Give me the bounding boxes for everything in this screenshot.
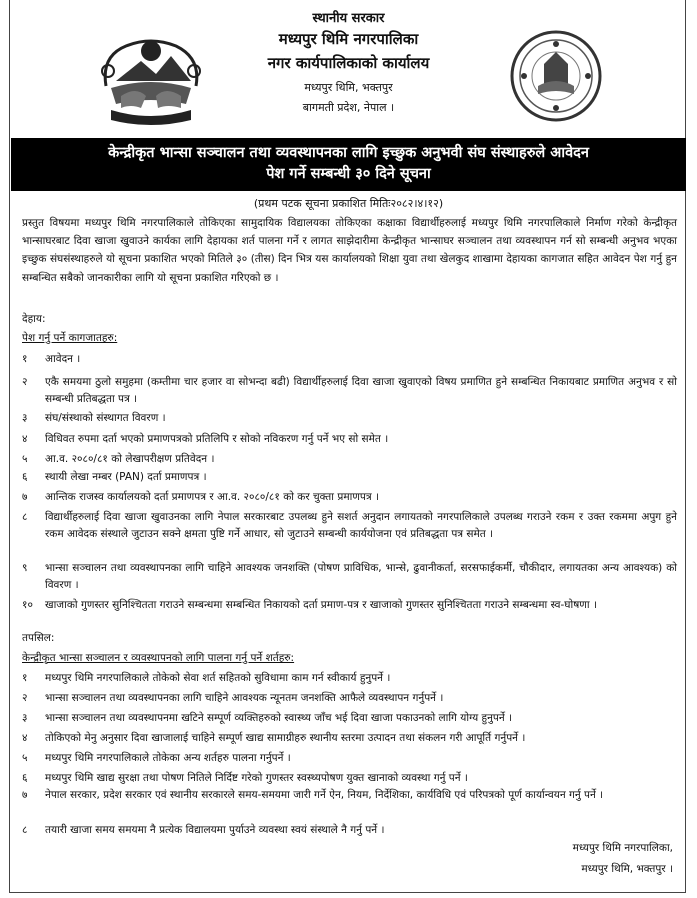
document-item-text: भान्सा सञ्चालन तथा व्यवस्थापनका लागि चाहिने आवश्यक जनशक्ति (पोषण प्राविधिक, भान्से, ढुवानीकर्ता, सरसफाईकर्मी, चौकीदार, लगायतका अन्य आवश्यक) को विवरण । <box>45 562 677 591</box>
municipality-seal-icon <box>508 28 604 124</box>
document-item-number: ४ <box>22 433 28 445</box>
document-item-text: खाजाको गुणस्तर सुनिश्चितता गराउने सम्बन्धमा सम्बन्धित निकायको दर्ता प्रमाण-पत्र र खाजाको गुणस्तर सुनिश्चितता गराउने सम्बन्धमा स्व-घोषणा । <box>45 599 597 611</box>
document-item-number: २ <box>22 376 28 388</box>
condition-item-text: भान्सा सञ्चालन तथा व्यवस्थापनमा खटिने सम्पूर्ण व्यक्तिहरुको स्वास्थ्य जाँच भई दिवा खाजा पकाउनको लागि योग्य हुनुपर्ने । <box>45 712 513 724</box>
condition-item-text: मध्यपुर थिमि नगरपालिकाले तोकेको सेवा शर्त सहितको सुविधामा काम गर्न स्वीकार्य हुनुपर्ने । <box>45 672 391 684</box>
condition-item-text: मध्यपुर थिमि खाद्य सुरक्षा तथा पोषण नितिले निर्दिष्ट गरेको गुणस्तर स्वस्थ्यपोषण युक्त खानाको व्यवस्था गर्नु पर्ने । <box>45 772 468 784</box>
condition-item-number: १ <box>22 672 28 684</box>
address-line: मध्यपुर थिमि, भक्तपुर <box>304 81 393 94</box>
document-item-number: ९ <box>22 562 28 574</box>
header-line-1: स्थानीय सरकार <box>312 11 385 26</box>
document-item-text: आवेदन । <box>45 353 81 365</box>
province-line: बागमती प्रदेश, नेपाल । <box>302 101 395 114</box>
document-item-text: विधिवत रुपमा दर्ता भएको प्रमाणपत्रको प्रतिलिपि र सोको नविकरण गर्नु पर्ने भए सो समेत । <box>45 433 389 445</box>
document-item-number: ६ <box>22 471 28 483</box>
condition-item-text: भान्सा सञ्चालन तथा व्यवस्थापनका लागि चाहिने आवश्यक न्यूनतम जनशक्ति आफैले व्यवस्थापन गर्नुपर्ने । <box>45 692 444 704</box>
section-2-sublabel: केन्द्रीकृत भान्सा सञ्चालन र व्यवस्थापनको लागि पालना गर्नु पर्ने शर्तहरु: <box>22 652 295 664</box>
condition-item-number: ४ <box>22 732 28 744</box>
condition-item-text: तयारी खाजा समय समयमा नै प्रत्येक विद्यालयमा पुर्याउने व्यवस्था स्वयं संस्थाले नै गर्नु पर्ने । <box>45 824 385 836</box>
document-item-number: ७ <box>22 491 28 503</box>
office-name: नगर कार्यपालिकाको कार्यालय <box>267 54 430 72</box>
condition-item-number: ८ <box>22 824 28 836</box>
document-item-text: एकै समयमा ठुलो समुहमा (कम्तीमा चार हजार वा सोभन्दा बढी) विद्यार्थीहरुलाई दिवा खाजा खुवाएको विषय प्रमाणित हुने सम्बन्धित निकायबाट प्रमाणित अनुभव र सो सम्बन्धी प्रतिबद्धता पत्र । <box>45 376 677 405</box>
intro-paragraph: प्रस्तुत विषयमा मध्यपुर थिमि नगरपालिकाले तोकिएका सामुदायिक विद्यालयका तोकिएका कक्षाका विद्यार्थीहरुलाई मध्यपुर थिमि नगरपालिकाले निर्माण गरेको केन्द्रीकृत भान्साघरबाट दिवा खाजा खुवाउने कार्यका लागि देहायका शर्त पालना गर्ने र लागत साझेदारीमा केन्द्रीकृत भान्साघर सञ्चालन तथा व्यवस्थापन गर्न सो सम्बन्धी अनुभव भएका इच्छुक संघसंस्थाहरुले यो सूचना प्रकाशित भएको मितिले ३० (तीस) दिन भित्र यस कार्यालयको शिक्षा युवा तथा खेलकुद शाखामा देहायका कागजात सहित आवेदन पेश गर्नु हुन सम्बन्धित सबैको जानकारीका लागि यो सूचना प्रकाशित गरिएको छ । <box>22 217 677 284</box>
signature-line-1: मध्यपुर थिमि नगरपालिका, <box>572 842 673 854</box>
section-1-sublabel: पेश गर्नु पर्ने कागजातहरु: <box>22 332 118 344</box>
document-item-text: संघ/संस्थाको संस्थागत विवरण । <box>45 412 166 424</box>
letterhead <box>0 0 697 140</box>
document-item-text: स्थायी लेखा नम्बर (PAN) दर्ता प्रमाणपत्र । <box>45 471 207 483</box>
condition-item-text: तोकिएको मेनु अनुसार दिवा खाजालाई चाहिने सम्पूर्ण खाद्य सामाग्रीहरु स्थानीय स्तरमा उत्पादन तथा संकलन गरी आपूर्ति गर्नुपर्ने । <box>45 732 526 744</box>
document-item-text: आ.व. २०८०/८१ को लेखापरीक्षण प्रतिवेदन । <box>45 453 215 465</box>
notice-title-line-1: केन्द्रीकृत भान्सा सञ्चालन तथा व्यवस्थापनका लागि इच्छुक अनुभवी संघ संस्थाहरुले आवेदन <box>108 145 589 161</box>
document-item-text: विद्यार्थीहरुलाई दिवा खाजा खुवाउनका लागि नेपाल सरकारबाट उपलब्ध हुने सशर्त अनुदान लगायतको नगरपालिकाले उपलब्ध गराउने रकम र उक्त रकममा अपुग हुने रकम आवेदक संस्थाले जुटाउन सक्ने क्षमता पुष्टि गर्ने आधार, सो जुटाउने सम्बन्धी कार्ययोजना एवं प्रतिबद्धता पत्र समेत । <box>45 511 677 540</box>
condition-item-number: ७ <box>22 789 28 801</box>
document-item-number: ८ <box>22 511 28 523</box>
notice-title-line-2: पेश गर्ने सम्बन्धी ३० दिने सूचना <box>266 166 431 182</box>
section-1-label: देहाय: <box>22 313 46 325</box>
section-2-label: तपसिल: <box>22 632 55 644</box>
condition-item-number: ६ <box>22 772 28 784</box>
notice-title-banner <box>11 138 686 191</box>
document-item-number: १ <box>22 353 28 365</box>
document-item-number: ५ <box>22 453 28 465</box>
document-item-number: १० <box>22 599 33 611</box>
publication-date: (प्रथम पटक सूचना प्रकाशित मितिः२०८२।४।१२) <box>253 197 444 210</box>
condition-item-text: मध्यपुर थिमि नगरपालिकाले तोकेका अन्य शर्तहरु पालना गर्नुपर्ने । <box>45 752 291 764</box>
signature-line-2: मध्यपुर थिमि, भक्तपुर । <box>581 863 673 875</box>
condition-item-text: नेपाल सरकार, प्रदेश सरकार एवं स्थानीय सरकारले समय-समयमा जारी गर्ने ऐन, नियम, निर्देशिका, कार्यविधि एवं परिपत्रको पूर्ण कार्यान्वयन गर्नु पर्ने । <box>45 789 604 801</box>
municipality-name: मध्यपुर थिमि नगरपालिका <box>278 30 419 48</box>
condition-item-number: ३ <box>22 712 28 724</box>
condition-item-number: २ <box>22 692 28 704</box>
condition-item-number: ५ <box>22 752 28 764</box>
document-item-text: आन्तिक राजस्व कार्यालयको दर्ता प्रमाणपत्र र आ.व. २०८०/८१ को कर चुक्ता प्रमाणपत्र । <box>45 491 379 503</box>
document-item-number: ३ <box>22 412 28 424</box>
